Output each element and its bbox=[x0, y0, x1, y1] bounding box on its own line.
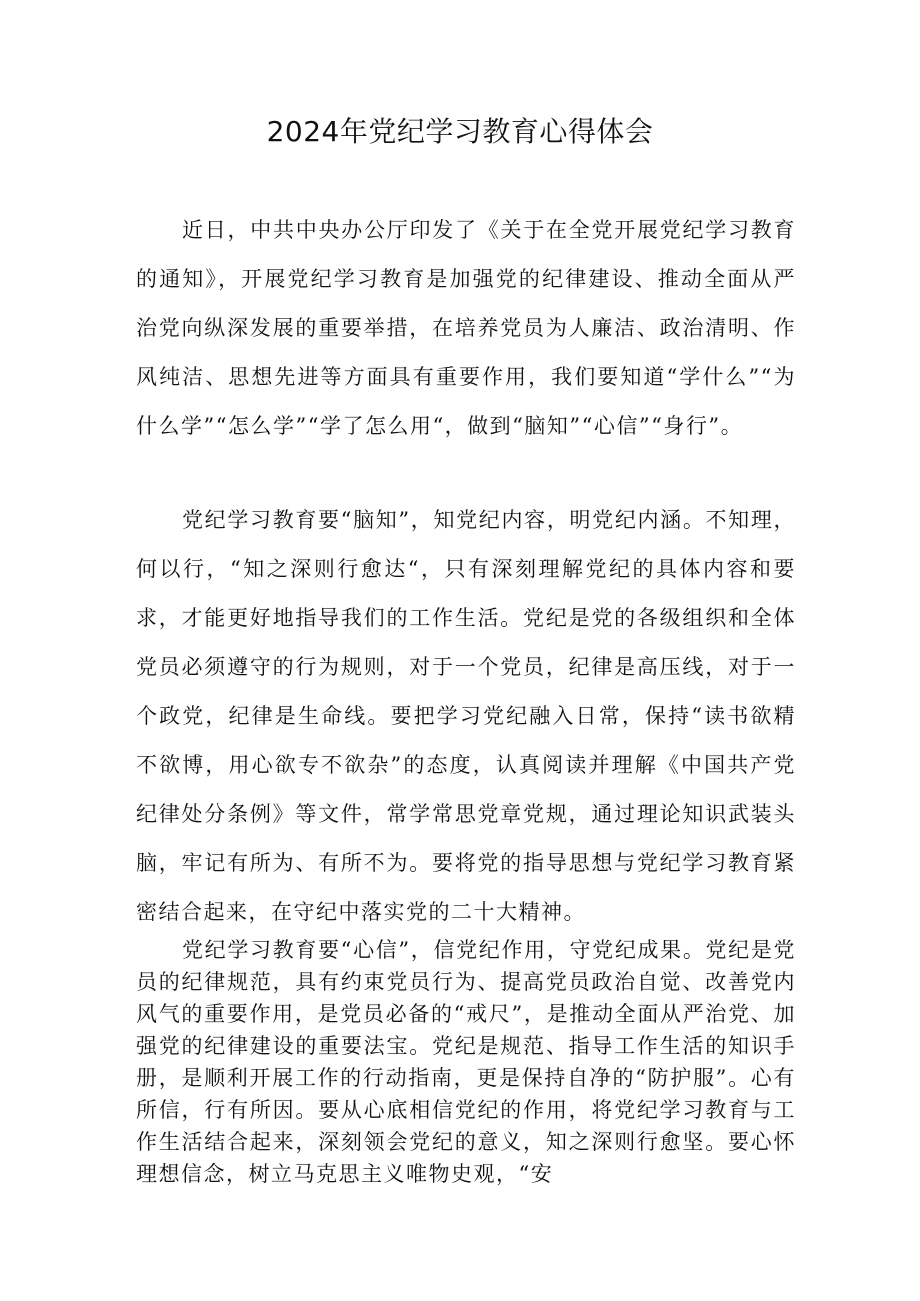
paragraph-2: 党纪学习教育要“脑知”，知党纪内容，明党纪内涵。不知理，何以行，“知之深则行愈达“，只有深刻理解党纪的具体内容和要求，才能更好地指导我们的工作生活。党纪是党的各级组织和全体党员必须遵守的行为规则，对于一个党员，纪律是高压线，对于一个政党，纪律是生命线。要把学习党纪融入日常，保持“读书欲精不欲博，用心欲专不欲杂”的态度，认真阅读并理解《中国共产党纪律处分条例》等文件，常学常思党章党规，通过理论知识武装头脑，牢记有所为、有所不为。要将党的指导思想与党纪学习教育紧密结合起来，在守纪中落实党的二十大精神。 bbox=[136, 508, 796, 924]
paragraph-3: 党纪学习教育要“心信”，信党纪作用，守党纪成果。党纪是党员的纪律规范，具有约束党员行为、提高党员政治自觉、改善党内风气的重要作用，是党员必备的“戒尺”，是推动全面从严治党、加强党的纪律建设的重要法宝。党纪是规范、指导工作生活的知识手册，是顺利开展工作的行动指南，更是保持自净的“防护服”。心有所信，行有所因。要从心底相信党纪的作用，将党纪学习教育与工作生活结合起来，深刻领会党纪的意义，知之深则行愈坚。要心怀理想信念，树立马克思主义唯物史观，“安 bbox=[136, 938, 796, 1186]
document-title: 2024年党纪学习教育心得体会 bbox=[266, 115, 654, 148]
paragraph-1: 近日，中共中央办公厅印发了《关于在全党开展党纪学习教育的通知》，开展党纪学习教育是加强党的纪律建设、推动全面从严治党向纵深发展的重要举措，在培养党员为人廉洁、政治清明、作风纯洁、思想先进等方面具有重要作用，我们要知道“学什么”“为什么学”“怎么学”“学了怎么用“，做到“脑知”“心信”“身行”。 bbox=[136, 218, 796, 438]
